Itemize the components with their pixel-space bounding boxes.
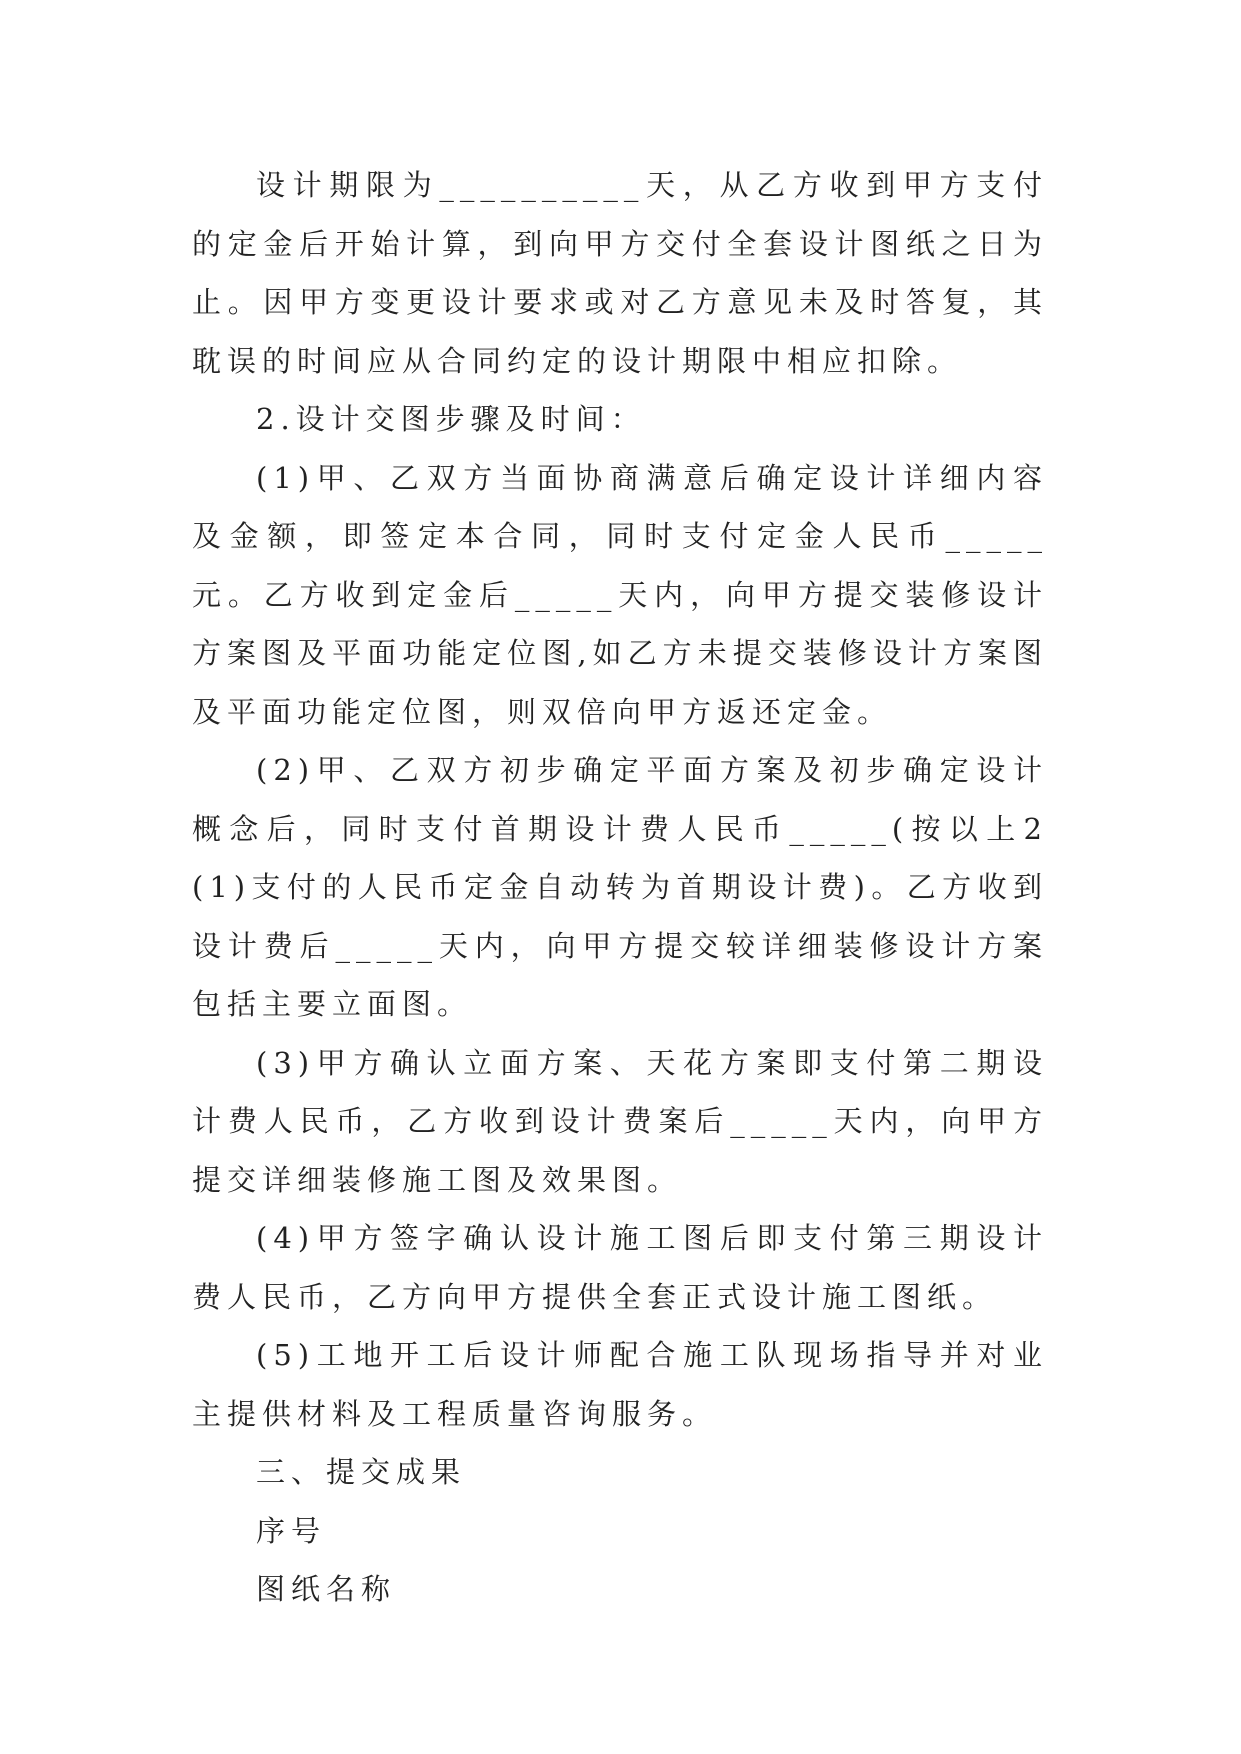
- paragraph-step-1: (1)甲、乙双方当面协商满意后确定设计详细内容及金额，即签定本合同，同时支付定金人民币_____元。乙方收到定金后_____天内，向甲方提交装修设计方案图及平面功能定位图,如乙方未提交装修设计方案图及平面功能定位图，则双倍向甲方返还定金。: [192, 460, 1048, 729]
- paragraph-design-period: 设计期限为__________天，从乙方收到甲方支付的定金后开始计算，到向甲方交付全套设计图纸之日为止。因甲方变更设计要求或对乙方意见未及时答复，其耽误的时间应从合同约定的设计期限中相应扣除。: [192, 168, 1048, 378]
- paragraph-step-3: (3)甲方确认立面方案、天花方案即支付第二期设计费人民币，乙方收到设计费案后_____天内，向甲方提交详细装修施工图及效果图。: [192, 1045, 1048, 1197]
- section-heading: 三、提交成果: [256, 1455, 467, 1489]
- paragraph-step-2: (2)甲、乙双方初步确定平面方案及初步确定设计概念后，同时支付首期设计费人民币_____(按以上2(1)支付的人民币定金自动转为首期设计费)。乙方收到设计费后_____天内，向甲方提交较详细装修设计方案包括主要立面图。: [192, 753, 1048, 1021]
- paragraph-step-4: (4)甲方签字确认设计施工图后即支付第三期设计费人民币，乙方向甲方提供全套正式设计施工图纸。: [192, 1221, 1048, 1314]
- document-page: [192, 156, 1048, 1619]
- table-label-number: 序号: [256, 1513, 327, 1548]
- table-label-drawing-name: 图纸名称: [256, 1572, 397, 1606]
- paragraph-steps-heading: 2.设计交图步骤及时间：: [256, 402, 646, 436]
- paragraph-step-5: (5)工地开工后设计师配合施工队现场指导并对业主提供材料及工程质量咨询服务。: [192, 1338, 1048, 1431]
